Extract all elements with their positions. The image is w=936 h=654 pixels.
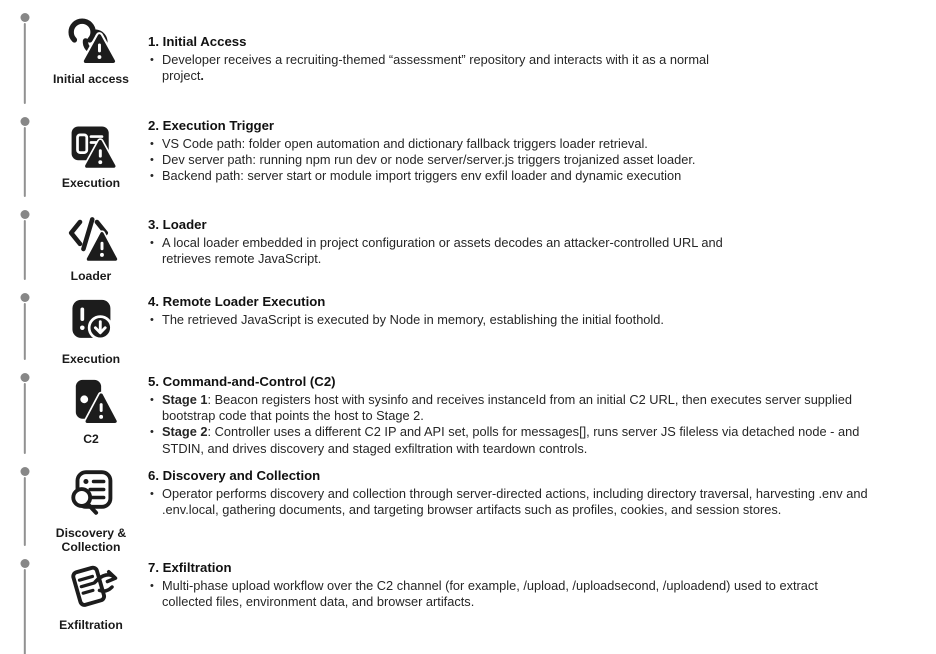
timeline-segment — [0, 205, 50, 288]
timeline-dot — [21, 117, 30, 126]
timeline-dot — [21, 373, 30, 382]
timeline-dot — [21, 293, 30, 302]
attack-chain-stages — [0, 8, 936, 654]
timeline-dot — [21, 559, 30, 568]
timeline-line — [24, 127, 26, 197]
stage-heading: 2. Execution Trigger — [148, 118, 275, 133]
stage-icon-cell — [50, 288, 132, 368]
stage-bullet-list — [148, 392, 878, 457]
stage-bullet-list — [148, 486, 910, 518]
alert-download-icon — [64, 294, 118, 348]
stage-content — [132, 8, 936, 112]
stage-content-inner — [148, 468, 910, 518]
link-warning-icon — [64, 14, 118, 68]
stage-row-6 — [0, 462, 936, 554]
stage-row-2 — [0, 112, 936, 205]
stage-content — [132, 112, 936, 205]
stage-label: Exfiltration — [59, 618, 123, 633]
stage-heading: 5. Command-and-Control (C2) — [148, 374, 336, 389]
stage-content-inner — [148, 34, 744, 84]
stage-content-inner — [148, 560, 834, 610]
bullet-item: • Multi-phase upload workflow over the C2 channel (for example, /upload, /uploadsecond, /uploadend) used to extract collected files, environment data, and browser artifacts. — [148, 578, 834, 610]
stage-content-inner — [148, 374, 878, 457]
stage-icon-cell — [50, 205, 132, 288]
stage-icon-cell — [50, 554, 132, 654]
device-warning-icon — [64, 374, 118, 428]
stage-bullet-list — [148, 235, 730, 267]
stage-content-inner — [148, 217, 730, 267]
stage-heading: 3. Loader — [148, 217, 207, 232]
stage-content — [132, 205, 936, 288]
bullet-item: • The retrieved JavaScript is executed by Node in memory, establishing the initial foothold. — [148, 312, 688, 328]
bullet-item: • Operator performs discovery and collection through server-directed actions, including directory traversal, harvesting .env and .env.local, gathering documents, and targeting browser artifacts such as profiles, cookies, and session stores. — [148, 486, 910, 518]
timeline-segment — [0, 462, 50, 554]
stage-label: C2 — [83, 432, 99, 446]
stage-content — [132, 462, 936, 554]
stage-icon-cell — [50, 368, 132, 462]
stage-heading: 6. Discovery and Collection — [148, 468, 321, 483]
stage-heading: 4. Remote Loader Execution — [148, 294, 326, 309]
stage-row-1 — [0, 8, 936, 112]
stage-label: Discovery & Collection — [55, 526, 127, 555]
stage-content-inner — [148, 118, 798, 185]
stage-content — [132, 368, 936, 462]
app-window-warning-icon — [64, 118, 118, 172]
timeline-dot — [21, 210, 30, 219]
code-warning-icon — [64, 211, 118, 265]
timeline-segment — [0, 8, 50, 112]
stage-label: Loader — [70, 269, 112, 283]
timeline-line — [24, 303, 26, 360]
bullet-item: • Stage 2: Controller uses a different C2 IP and API set, polls for messages[], runs server JS fileless via detached node - and STDIN, and drives discovery and staged exfiltration with teardown controls. — [148, 424, 878, 456]
bullet-item: • Backend path: server start or module import triggers env exfil loader and dynamic execution — [148, 168, 798, 184]
stage-bullet-list — [148, 136, 798, 185]
stage-icon-cell — [50, 112, 132, 205]
stage-content-inner — [148, 294, 688, 328]
timeline-line — [24, 383, 26, 454]
stage-row-3 — [0, 205, 936, 288]
timeline-line — [24, 23, 26, 104]
stage-heading: 7. Exfiltration — [148, 560, 232, 576]
stage-icon-cell — [50, 8, 132, 112]
stage-content — [132, 288, 936, 368]
stage-row-4 — [0, 288, 936, 368]
stage-label: Execution — [61, 176, 121, 190]
stage-label: Initial access — [53, 72, 129, 86]
timeline-segment — [0, 368, 50, 462]
timeline-dot — [21, 13, 30, 22]
stage-heading: 1. Initial Access — [148, 34, 247, 49]
timeline-segment — [0, 554, 50, 654]
timeline-segment — [0, 288, 50, 368]
document-exfil-icon — [64, 560, 118, 614]
stage-icon-cell — [50, 462, 132, 554]
timeline-segment — [0, 112, 50, 205]
timeline-dot — [21, 467, 30, 476]
bullet-item: • Developer receives a recruiting-themed “assessment” repository and interacts with it as a normal project. — [148, 52, 744, 84]
bullet-item: • VS Code path: folder open automation and dictionary fallback triggers loader retrieval. — [148, 136, 798, 152]
timeline-line — [24, 569, 26, 654]
stage-bullet-list — [148, 52, 744, 84]
search-list-icon — [64, 468, 118, 522]
bullet-item: • Stage 1: Beacon registers host with sysinfo and receives instanceId from an initial C2 URL, then executes server supplied bootstrap code that points the host to Stage 2. — [148, 392, 878, 424]
bullet-item: • Dev server path: running npm run dev or node server/server.js triggers trojanized asset loader. — [148, 152, 798, 168]
stage-bullet-list — [148, 312, 688, 328]
stage-content — [132, 554, 936, 654]
stage-row-7 — [0, 554, 936, 654]
timeline-line — [24, 220, 26, 280]
stage-bullet-list — [148, 578, 834, 610]
bullet-item: • A local loader embedded in project configuration or assets decodes an attacker-controlled URL and retrieves remote JavaScript. — [148, 235, 730, 267]
stage-row-5 — [0, 368, 936, 462]
stage-label: Execution — [61, 352, 121, 366]
timeline-line — [24, 477, 26, 546]
